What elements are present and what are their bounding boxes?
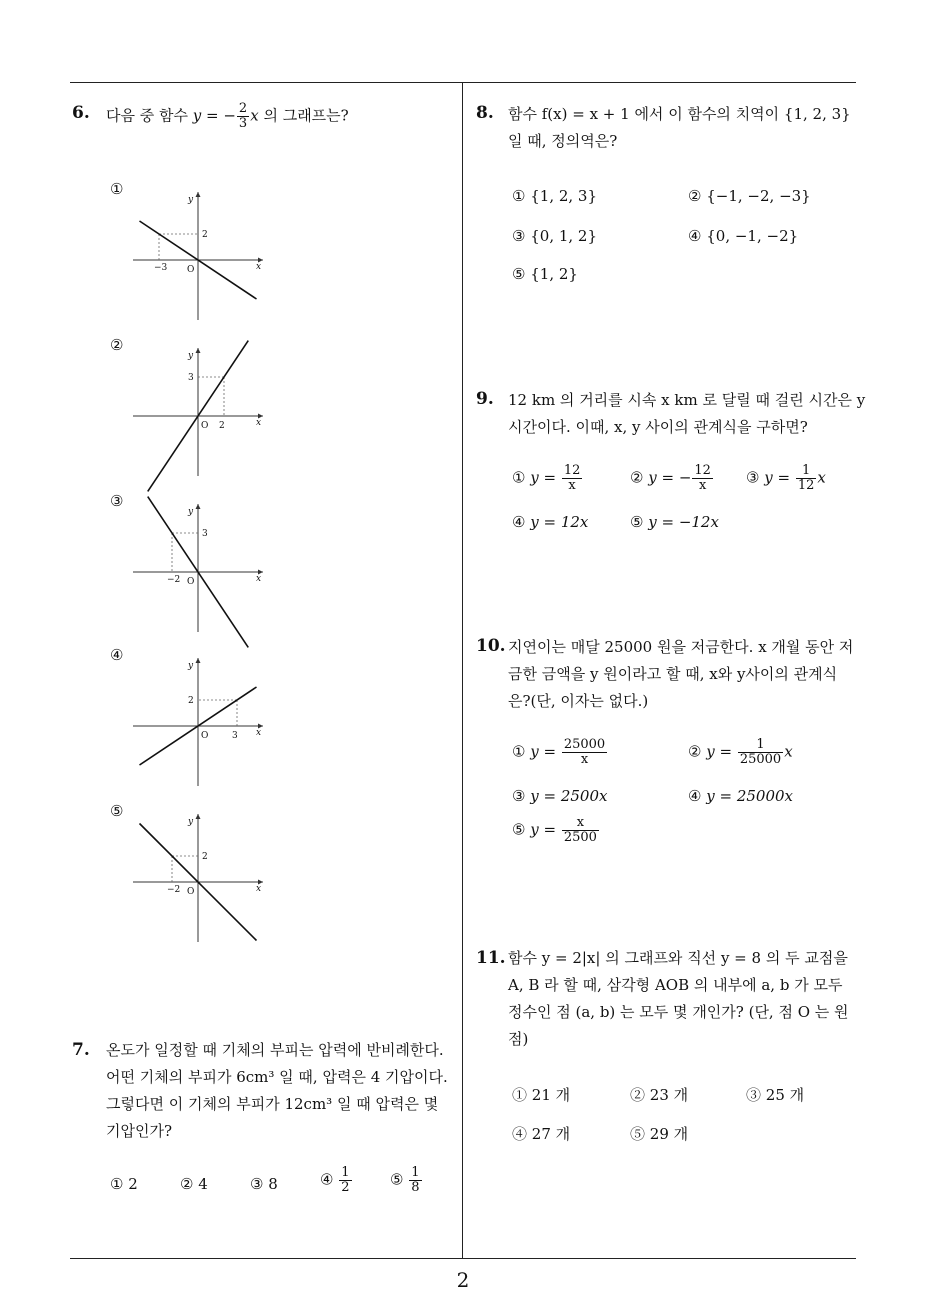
option-text: {−1, −2, −3} (706, 187, 811, 205)
option-text: 25 개 (765, 1086, 805, 1104)
option-value: 2 (128, 1175, 138, 1193)
y-axis-arrow (196, 814, 201, 819)
q7-option-4[interactable] (320, 1166, 353, 1195)
origin-label: O (201, 421, 209, 431)
q11-option-3[interactable] (746, 1084, 804, 1105)
option-text: y = 2500x (530, 787, 608, 805)
option-text: y = 25000x (706, 787, 793, 805)
option-mark: ② (688, 187, 702, 205)
option-mark: ② (630, 1086, 646, 1104)
q9-option-3[interactable] (746, 464, 826, 493)
option-text: y = −12x (648, 513, 719, 531)
option-mark: ① (512, 187, 526, 205)
q6-option-4-mark[interactable]: ④ (110, 646, 124, 664)
x-axis-label: x (256, 418, 262, 428)
q11-line-2: A, B 라 할 때, 삼각형 AOB 의 내부에 a, b 가 모두 (508, 976, 843, 994)
q10-number: 10. (476, 636, 506, 656)
option-mark: ③ (746, 468, 760, 487)
option-mark: ① (512, 742, 526, 761)
q7-line-3: 그렇다면 이 기체의 부피가 12cm³ 일 때 압력은 몇 (106, 1095, 439, 1113)
origin-label: O (187, 265, 195, 275)
origin-label: O (201, 731, 209, 741)
column-divider (462, 82, 463, 1258)
y-tick-label: 3 (202, 529, 208, 539)
y-axis-label: y (188, 507, 194, 517)
q9-number: 9. (476, 389, 494, 409)
q9-line-1: 12 km 의 거리를 시속 x km 로 달릴 때 걸린 시간은 y (508, 391, 866, 409)
frac-den: 2500 (563, 830, 597, 845)
frac-num: 1 (411, 1165, 420, 1180)
y-tick-label: 2 (202, 852, 208, 862)
q7-number: 7. (72, 1040, 90, 1060)
y-tick-label: 2 (188, 696, 194, 706)
q6-number: 6. (72, 103, 90, 123)
q6-graph-1 (108, 180, 262, 320)
q10-option-4[interactable] (688, 787, 793, 805)
q7-line-2: 어떤 기체의 부피가 6cm³ 일 때, 압력은 4 기압이다. (106, 1068, 448, 1086)
y-axis-arrow (196, 658, 201, 663)
x-axis-label: x (256, 262, 262, 272)
y-axis-arrow (196, 192, 201, 197)
q11-option-1[interactable] (512, 1084, 570, 1105)
q7-line-1: 온도가 일정할 때 기체의 부피는 압력에 반비례한다. (106, 1041, 444, 1059)
option-text: 23 개 (649, 1086, 689, 1104)
q9-option-1[interactable] (512, 464, 583, 493)
q8-number: 8. (476, 103, 494, 123)
option-pre: y = (706, 742, 737, 761)
x-axis-label: x (256, 884, 262, 894)
option-mark: ② (630, 468, 644, 487)
option-mark: ② (180, 1175, 194, 1193)
q11-option-4[interactable] (512, 1123, 570, 1144)
y-axis-label: y (188, 661, 194, 671)
q11-number: 11. (476, 948, 506, 968)
y-axis-label: y (188, 351, 194, 361)
option-mark: ① (110, 1175, 124, 1193)
option-mark: ⑤ (390, 1170, 404, 1189)
y-tick-label: 2 (202, 230, 208, 240)
q6-option-1-mark[interactable]: ① (110, 180, 124, 198)
option-mark: ① (512, 1086, 528, 1104)
q9-option-4[interactable] (512, 513, 588, 531)
option-mark: ⑤ (630, 1125, 646, 1143)
frac-den: 12 (797, 478, 815, 493)
q9-option-5[interactable] (630, 513, 719, 531)
x-tick-label: 3 (232, 731, 238, 741)
y-axis-label: y (188, 817, 194, 827)
origin-label: O (187, 887, 195, 897)
y-tick-label: 3 (188, 373, 194, 383)
option-post: x (784, 742, 793, 761)
bottom-rule (70, 1258, 856, 1259)
q7-option-5[interactable] (390, 1166, 423, 1195)
option-value: 4 (198, 1175, 208, 1193)
option-pre: y = (530, 742, 561, 761)
x-tick-label: −3 (154, 263, 168, 273)
x-axis-label: x (256, 728, 262, 738)
option-text: 29 개 (649, 1125, 689, 1143)
option-mark: ④ (688, 227, 702, 245)
q8-option-1[interactable] (512, 187, 597, 205)
option-text: {1, 2} (530, 265, 578, 283)
frac-den: 2 (341, 1180, 350, 1195)
q7-text (106, 1037, 448, 1145)
q6-frac-den: 3 (238, 116, 248, 131)
option-pre: y = (530, 468, 561, 487)
option-mark: ① (512, 468, 526, 487)
option-value: 8 (268, 1175, 278, 1193)
y-axis-label: y (188, 195, 194, 205)
q9-option-2[interactable] (630, 464, 714, 493)
option-text: {1, 2, 3} (530, 187, 598, 205)
option-pre: y = (764, 468, 795, 487)
q6-fraction (237, 102, 249, 131)
option-mark: ③ (250, 1175, 264, 1193)
q10-line-1: 지연이는 매달 25000 원을 저금한다. x 개월 동안 저 (508, 638, 854, 656)
q8-line-1: 함수 f(x) = x + 1 에서 이 함수의 치역이 {1, 2, 3} (508, 105, 851, 123)
option-text: {0, 1, 2} (530, 227, 598, 245)
frac-den: x (580, 752, 589, 767)
q6-text-prefix: 다음 중 함수 (106, 106, 193, 125)
q8-option-4[interactable] (688, 227, 798, 245)
q8-option-2[interactable] (688, 187, 811, 205)
q10-option-5[interactable] (512, 816, 600, 845)
frac-num: 12 (694, 463, 711, 478)
q6-graph-3 (108, 492, 262, 632)
q6-option-3-mark[interactable]: ③ (110, 492, 124, 510)
option-post: x (817, 468, 826, 487)
q11-line-3: 정수인 점 (a, b) 는 모두 몇 개인가? (단, 점 O 는 원 (508, 1003, 849, 1021)
q6-eq-lhs: y = − (192, 106, 236, 125)
q11-option-2[interactable] (630, 1084, 688, 1105)
option-text: 27 개 (531, 1125, 571, 1143)
option-mark: ③ (512, 787, 526, 805)
x-tick-label: 2 (219, 421, 225, 431)
q8-line-2: 일 때, 정의역은? (508, 132, 618, 150)
y-axis-arrow (196, 504, 201, 509)
frac-num: x (562, 816, 599, 831)
option-mark: ⑤ (630, 513, 644, 531)
x-tick-label: −2 (167, 885, 181, 895)
q7-option-2[interactable] (180, 1175, 208, 1193)
q11-line-1: 함수 y = 2|x| 의 그래프와 직선 y = 8 의 두 교점을 (508, 949, 848, 967)
origin-label: O (187, 577, 195, 587)
frac-num: 12 (563, 463, 581, 478)
q6-option-2-mark[interactable]: ② (110, 336, 124, 354)
option-mark: ⑤ (512, 265, 526, 283)
q6-graph-2 (108, 336, 262, 476)
option-mark: ⑤ (512, 820, 526, 839)
option-pre: y = − (648, 468, 692, 487)
page-number: 2 (456, 1268, 470, 1292)
q11-text (508, 945, 849, 1053)
top-rule (70, 82, 856, 83)
q10-text (508, 634, 853, 715)
frac-num: 1 (341, 1165, 350, 1180)
q11-option-5[interactable] (630, 1123, 688, 1144)
q10-option-1[interactable] (512, 738, 608, 767)
q7-option-3[interactable] (250, 1175, 278, 1193)
y-axis-arrow (196, 348, 201, 353)
q11-line-4: 점) (508, 1030, 529, 1048)
option-text: y = 12x (530, 513, 589, 531)
frac-den: 25000 (739, 752, 782, 767)
q6-frac-num: 2 (238, 101, 248, 116)
q6-option-5-mark[interactable]: ⑤ (110, 802, 124, 820)
frac-den: x (698, 478, 707, 493)
q6-text-suffix: 의 그래프는? (258, 106, 349, 125)
option-text: 21 개 (531, 1086, 571, 1104)
frac-num: 25000 (563, 737, 606, 752)
x-axis-label: x (256, 574, 262, 584)
frac-den: 8 (411, 1180, 420, 1195)
frac-num: 1 (738, 738, 783, 753)
q8-option-3[interactable] (512, 227, 597, 245)
option-mark: ② (688, 742, 702, 761)
frac-den: x (568, 478, 576, 493)
option-mark: ③ (512, 227, 526, 245)
q10-line-2: 금한 금액을 y 원이라고 할 때, x와 y사이의 관계식 (508, 665, 838, 683)
q6-graph-4 (108, 646, 262, 786)
option-text: {0, −1, −2} (706, 227, 799, 245)
option-mark: ④ (512, 1125, 528, 1143)
option-mark: ④ (688, 787, 702, 805)
q10-option-3[interactable] (512, 787, 607, 805)
option-mark: ④ (320, 1170, 334, 1189)
q10-line-3: 은?(단, 이자는 없다.) (508, 692, 649, 710)
q6-text (106, 102, 349, 131)
q8-option-5[interactable] (512, 265, 578, 283)
x-tick-label: −2 (167, 575, 181, 585)
option-pre: y = (530, 820, 561, 839)
q9-line-2: 시간이다. 이때, x, y 사이의 관계식을 구하면? (508, 418, 808, 436)
frac-num: 1 (796, 464, 817, 479)
option-mark: ③ (746, 1086, 762, 1104)
option-mark: ④ (512, 513, 526, 531)
q6-graph-5 (108, 802, 262, 942)
q6-eq-var: x (250, 106, 259, 125)
q7-option-1[interactable] (110, 1175, 138, 1193)
q9-text (508, 387, 865, 441)
q10-option-2[interactable] (688, 738, 793, 767)
q7-line-4: 기압인가? (106, 1122, 173, 1140)
q8-text (508, 101, 851, 155)
